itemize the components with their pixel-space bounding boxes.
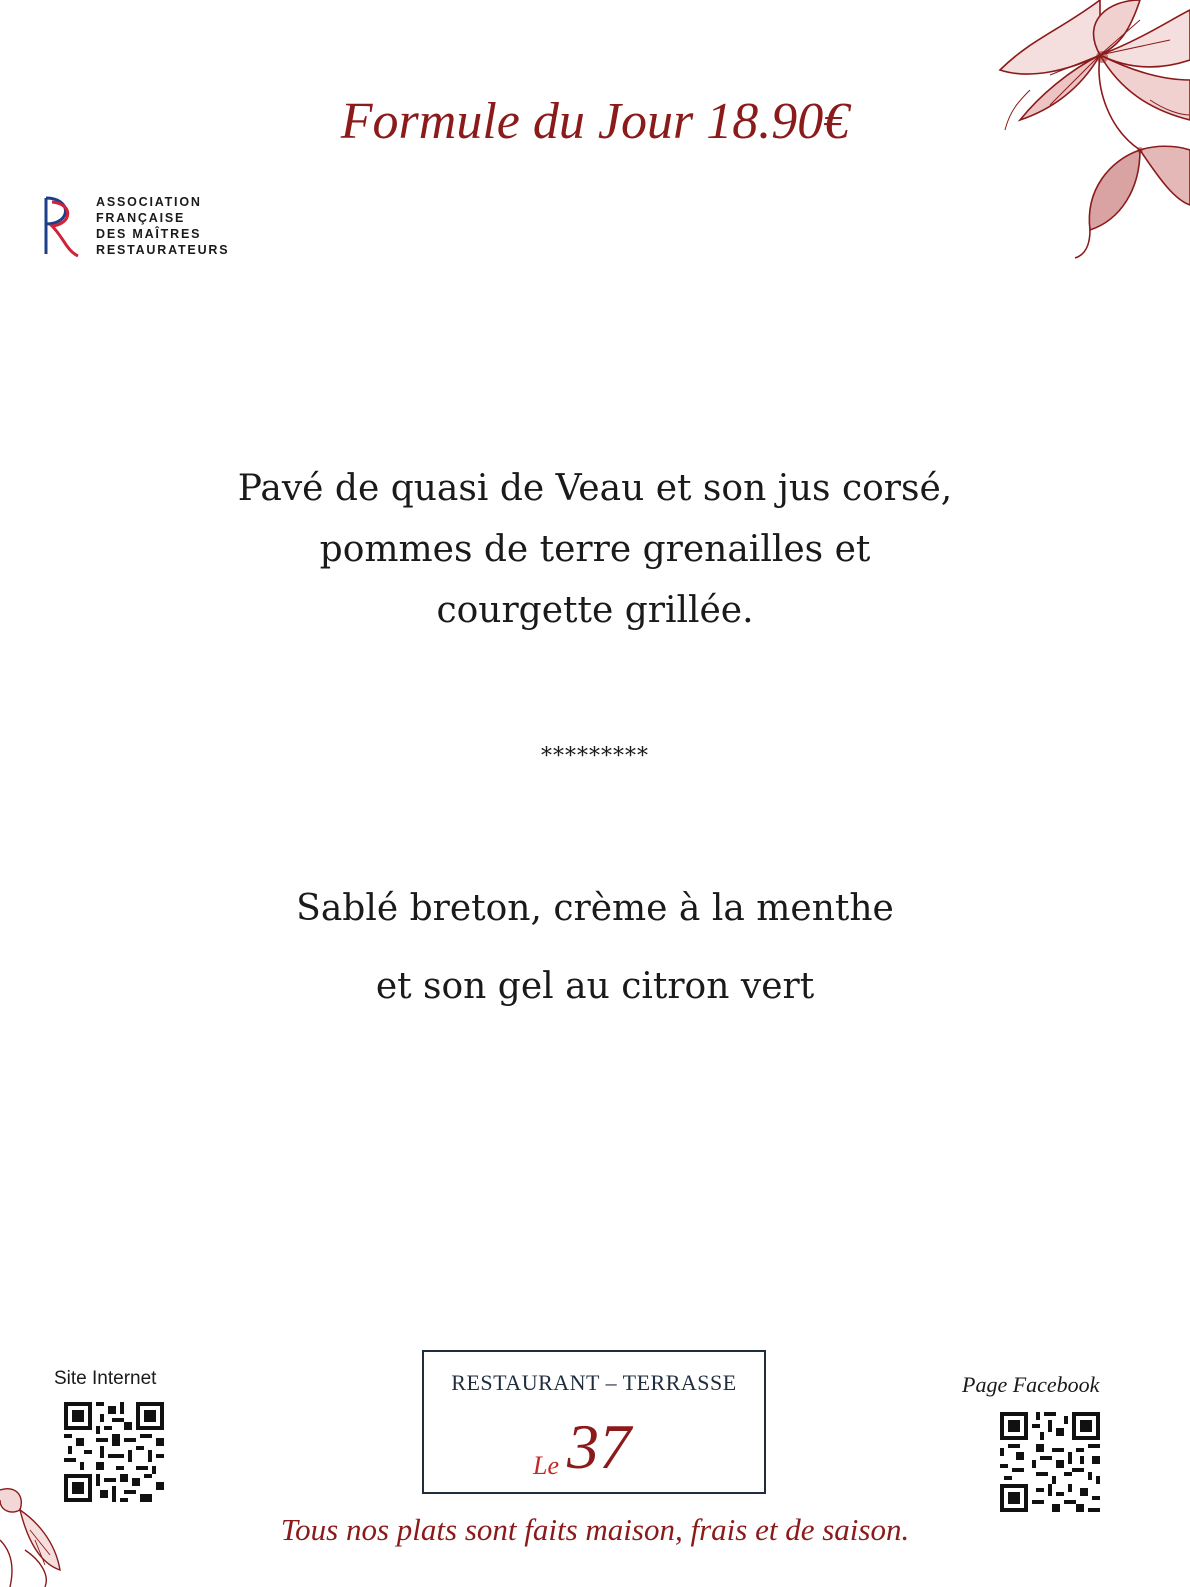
course-separator: ********* xyxy=(541,744,649,769)
dessert-line: Sablé breton, crème à la menthe xyxy=(296,888,894,929)
restaurant-brand-box xyxy=(422,1350,766,1494)
association-line: ASSOCIATION xyxy=(96,195,202,209)
dessert xyxy=(0,870,1190,1026)
maitres-restaurateurs-badge xyxy=(38,190,268,270)
footer-tagline: Tous nos plats sont faits maison, frais et de saison. xyxy=(280,1512,910,1547)
dessert-line: et son gel au citron vert xyxy=(375,966,815,1007)
main-course-line: courgette grillée. xyxy=(436,590,754,631)
association-name xyxy=(96,194,229,258)
logo-number: 37 xyxy=(567,1411,631,1482)
maitres-restaurateurs-logo xyxy=(38,194,84,258)
facebook-qr-code[interactable] xyxy=(1000,1412,1100,1512)
website-qr-code[interactable] xyxy=(64,1402,164,1502)
main-course-line: pommes de terre grenailles et xyxy=(319,529,871,570)
logo-prefix: Le xyxy=(533,1451,559,1480)
main-course xyxy=(0,458,1190,641)
page-title: Formule du Jour 18.90€ xyxy=(340,93,850,150)
brand-subtitle: RESTAURANT – TERRASSE xyxy=(451,1370,737,1395)
association-line: RESTAURATEURS xyxy=(96,243,230,257)
le-37-logo xyxy=(529,1408,663,1488)
main-course-line: Pavé de quasi de Veau et son jus corsé, xyxy=(237,468,953,509)
site-internet-label: Site Internet xyxy=(54,1368,157,1389)
facebook-page-label: Page Facebook xyxy=(962,1372,1100,1397)
association-line: DES MAÎTRES xyxy=(96,227,202,241)
association-line: FRANÇAISE xyxy=(96,211,186,225)
